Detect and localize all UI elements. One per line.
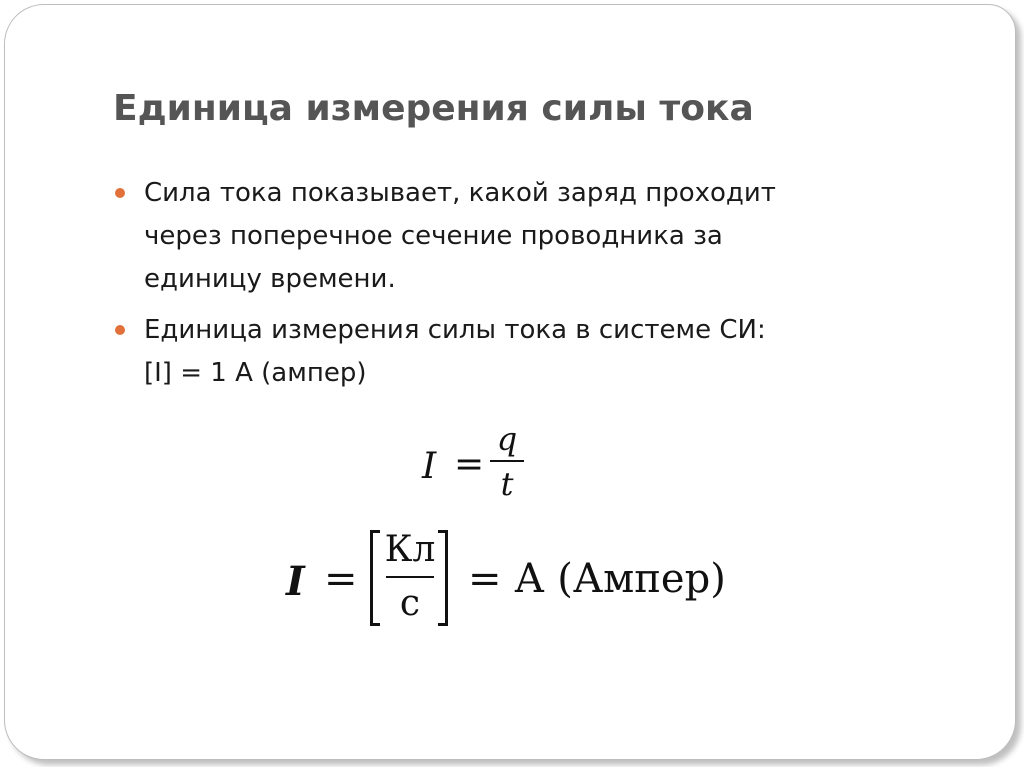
right-bracket	[438, 530, 448, 626]
bullet-item	[115, 172, 915, 301]
formula-equals: =	[324, 556, 358, 602]
slide-title: Единица измерения силы тока	[113, 88, 754, 129]
fraction-numerator: Кл	[384, 529, 436, 570]
bullet-item	[115, 309, 915, 395]
formula-unit-result: = А (Ампер)	[468, 556, 726, 602]
formula-fraction	[382, 526, 438, 628]
fraction-bar	[386, 576, 434, 578]
left-bracket	[370, 530, 380, 626]
fraction-numerator: q	[496, 420, 518, 458]
unit-formula	[286, 526, 766, 638]
formula-lhs: I	[422, 446, 437, 487]
fraction-bar	[490, 460, 524, 462]
formula-lhs: I	[286, 558, 305, 605]
fraction-denominator: t	[500, 465, 514, 503]
bullet-text-line: Единица измерения силы тока в системе СИ:	[144, 315, 766, 345]
bullet-text-line: через поперечное сечение проводника за	[144, 221, 723, 251]
formula-fraction	[490, 420, 524, 504]
bullet-text-line: Сила тока показывает, какой заряд проходит	[144, 178, 776, 208]
bullet-dot-icon	[115, 325, 125, 335]
bullet-list	[115, 172, 915, 403]
fraction-denominator: с	[399, 583, 421, 624]
bullet-text-line: единицу времени.	[144, 264, 396, 294]
formula-equals: =	[454, 444, 485, 485]
bullet-text-line: [I] = 1 А (ампер)	[144, 358, 367, 388]
bullet-dot-icon	[115, 188, 125, 198]
